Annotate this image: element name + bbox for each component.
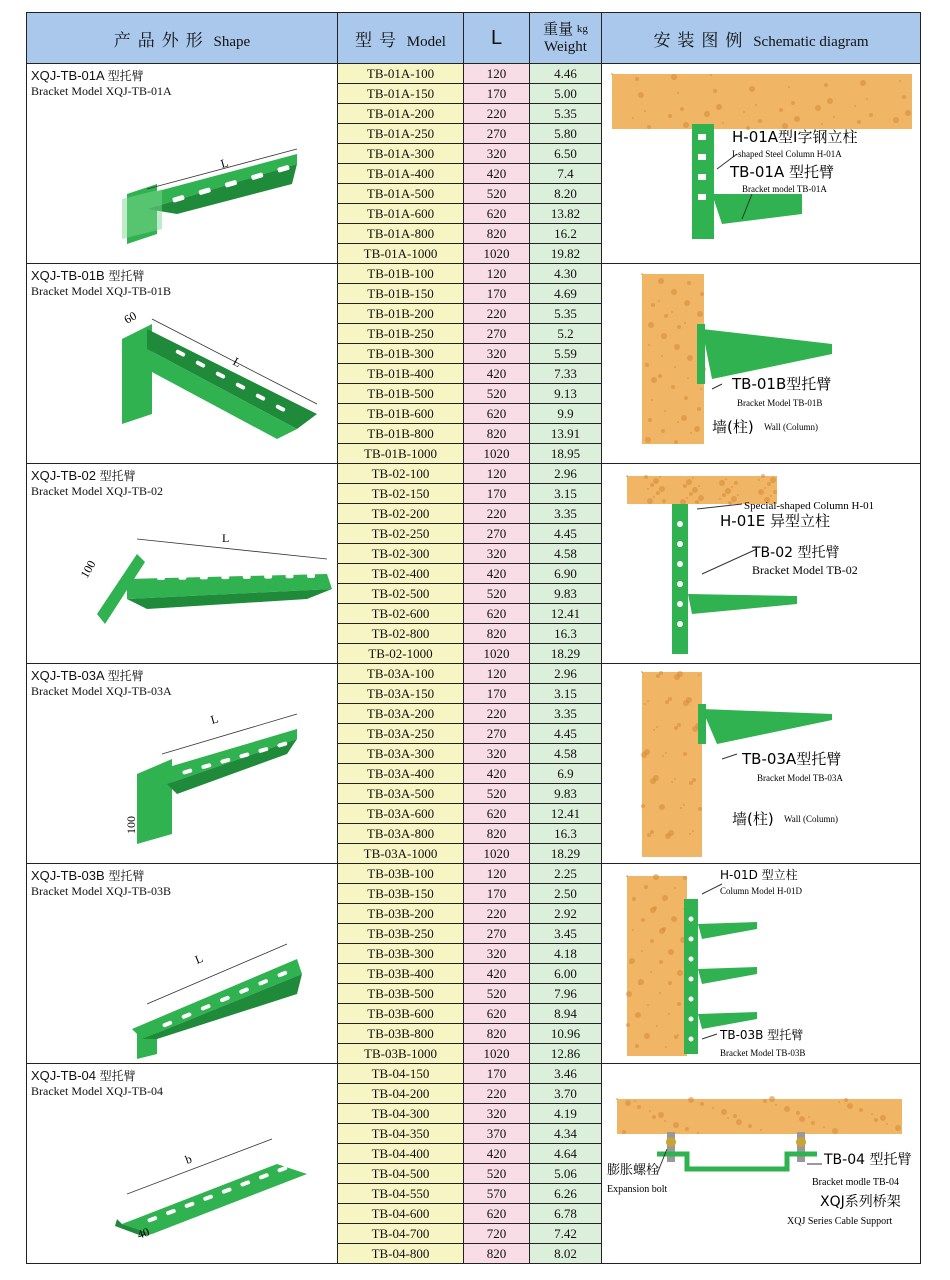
bracket-illustration xyxy=(27,264,338,463)
product-code: XQJ-TB-04 xyxy=(31,1068,97,1083)
length-cell: 320 xyxy=(464,344,530,364)
length-cell: 420 xyxy=(464,1144,530,1164)
header-weight-en: Weight xyxy=(544,38,587,55)
length-cell: 620 xyxy=(464,1204,530,1224)
model-cell: TB-02-600 xyxy=(338,604,464,624)
dimension-label: L xyxy=(192,951,205,967)
weight-cell: 3.46 xyxy=(530,1064,602,1084)
model-cell: TB-03A-150 xyxy=(338,684,464,704)
length-cell: 820 xyxy=(464,424,530,444)
length-cell: 520 xyxy=(464,1164,530,1184)
dimension-label: 100 xyxy=(124,816,138,834)
length-cell: 120 xyxy=(464,264,530,284)
model-cell: TB-03B-250 xyxy=(338,924,464,944)
model-cell: TB-01B-100 xyxy=(338,264,464,284)
model-cell: TB-01A-800 xyxy=(338,224,464,244)
weight-cell: 8.20 xyxy=(530,184,602,204)
length-cell: 1020 xyxy=(464,244,530,264)
weight-cell: 4.69 xyxy=(530,284,602,304)
bracket-label-en: Bracket Model TB-02 xyxy=(752,563,858,577)
length-cell: 170 xyxy=(464,484,530,504)
dimension-label: b xyxy=(183,1151,194,1167)
model-cell: TB-03A-250 xyxy=(338,724,464,744)
length-cell: 170 xyxy=(464,684,530,704)
schematic-cell xyxy=(602,1064,921,1264)
model-cell: TB-02-150 xyxy=(338,484,464,504)
weight-cell: 3.45 xyxy=(530,924,602,944)
wall-label: 墙(柱) xyxy=(732,810,774,828)
product-shape-cell xyxy=(27,64,338,264)
weight-cell: 4.45 xyxy=(530,524,602,544)
weight-cell: 5.00 xyxy=(530,84,602,104)
model-cell: TB-03A-200 xyxy=(338,704,464,724)
product-title-zh: 型托臂 xyxy=(108,269,145,283)
header-shape xyxy=(27,13,338,64)
length-cell: 320 xyxy=(464,544,530,564)
weight-cell: 6.26 xyxy=(530,1184,602,1204)
product-shape-cell xyxy=(27,864,338,1064)
length-cell: 420 xyxy=(464,164,530,184)
model-cell: TB-03B-100 xyxy=(338,864,464,884)
product-shape-cell xyxy=(27,264,338,464)
schematic-cell xyxy=(602,464,921,664)
bracket-label-en: Bracket Model TB-01B xyxy=(737,398,823,408)
model-cell: TB-02-250 xyxy=(338,524,464,544)
spec-table xyxy=(26,12,921,1264)
header-model-zh: 型号 xyxy=(355,30,404,51)
table-row xyxy=(27,864,921,884)
weight-cell: 18.95 xyxy=(530,444,602,464)
product-shape-cell xyxy=(27,464,338,664)
weight-cell: 3.35 xyxy=(530,704,602,724)
bracket-label-en: Bracket model TB-01A xyxy=(742,184,827,194)
bracket-illustration xyxy=(27,464,338,663)
model-cell: TB-01B-600 xyxy=(338,404,464,424)
model-cell: TB-03A-100 xyxy=(338,664,464,684)
weight-cell: 3.15 xyxy=(530,684,602,704)
model-cell: TB-04-700 xyxy=(338,1224,464,1244)
model-cell: TB-03B-200 xyxy=(338,904,464,924)
length-cell: 270 xyxy=(464,724,530,744)
weight-cell: 5.80 xyxy=(530,124,602,144)
weight-cell: 6.50 xyxy=(530,144,602,164)
model-cell: TB-03A-500 xyxy=(338,784,464,804)
weight-cell: 5.35 xyxy=(530,304,602,324)
model-cell: TB-03B-1000 xyxy=(338,1044,464,1064)
length-cell: 620 xyxy=(464,1004,530,1024)
model-cell: TB-04-400 xyxy=(338,1144,464,1164)
header-diagram-en: Schematic diagram xyxy=(753,33,869,50)
dimension-label: L xyxy=(222,531,230,545)
length-cell: 520 xyxy=(464,184,530,204)
weight-cell: 4.19 xyxy=(530,1104,602,1124)
length-cell: 320 xyxy=(464,144,530,164)
bracket-label-en: Bracket modle TB-04 xyxy=(812,1177,900,1188)
length-cell: 620 xyxy=(464,604,530,624)
schematic-cell xyxy=(602,664,921,864)
weight-cell: 6.9 xyxy=(530,764,602,784)
weight-cell: 7.96 xyxy=(530,984,602,1004)
header-shape-zh: 产品外形 xyxy=(113,30,210,51)
length-cell: 520 xyxy=(464,784,530,804)
model-cell: TB-03B-300 xyxy=(338,944,464,964)
weight-cell: 3.35 xyxy=(530,504,602,524)
model-cell: TB-01A-600 xyxy=(338,204,464,224)
length-cell: 270 xyxy=(464,324,530,344)
weight-cell: 3.70 xyxy=(530,1084,602,1104)
length-cell: 120 xyxy=(464,64,530,84)
length-cell: 520 xyxy=(464,584,530,604)
bracket-illustration xyxy=(27,1064,338,1263)
bracket-label: TB-01A 型托臂 xyxy=(730,163,834,181)
length-cell: 170 xyxy=(464,1064,530,1084)
length-cell: 220 xyxy=(464,504,530,524)
model-cell: TB-03A-600 xyxy=(338,804,464,824)
installation-diagram xyxy=(602,64,921,263)
model-cell: TB-01B-1000 xyxy=(338,444,464,464)
weight-cell: 9.83 xyxy=(530,584,602,604)
weight-cell: 2.96 xyxy=(530,464,602,484)
length-cell: 620 xyxy=(464,804,530,824)
length-cell: 270 xyxy=(464,124,530,144)
weight-cell: 3.15 xyxy=(530,484,602,504)
header-diagram xyxy=(602,13,921,64)
length-cell: 220 xyxy=(464,104,530,124)
weight-cell: 19.82 xyxy=(530,244,602,264)
weight-cell: 6.00 xyxy=(530,964,602,984)
table-row xyxy=(27,464,921,484)
model-cell: TB-03A-800 xyxy=(338,824,464,844)
weight-cell: 2.92 xyxy=(530,904,602,924)
weight-cell: 12.86 xyxy=(530,1044,602,1064)
dimension-label: 100 xyxy=(77,557,99,581)
model-cell: TB-03B-800 xyxy=(338,1024,464,1044)
model-cell: TB-02-1000 xyxy=(338,644,464,664)
weight-cell: 4.46 xyxy=(530,64,602,84)
length-cell: 320 xyxy=(464,1104,530,1124)
length-cell: 420 xyxy=(464,764,530,784)
weight-cell: 8.02 xyxy=(530,1244,602,1264)
length-cell: 1020 xyxy=(464,644,530,664)
column-label-en: Column Model H-01D xyxy=(720,886,802,896)
weight-cell: 4.58 xyxy=(530,744,602,764)
model-cell: TB-01A-100 xyxy=(338,64,464,84)
weight-cell: 2.96 xyxy=(530,664,602,684)
bracket-label: TB-03B 型托臂 xyxy=(720,1028,804,1042)
wall-label: 墙(柱) xyxy=(712,418,754,436)
column-label: H-01A型I字钢立柱 xyxy=(732,128,858,146)
weight-cell: 10.96 xyxy=(530,1024,602,1044)
product-title-zh: 型托臂 xyxy=(107,69,144,83)
weight-cell: 18.29 xyxy=(530,844,602,864)
weight-cell: 5.2 xyxy=(530,324,602,344)
product-shape-cell xyxy=(27,664,338,864)
weight-cell: 13.91 xyxy=(530,424,602,444)
dimension-label: L xyxy=(218,155,230,171)
weight-cell: 2.25 xyxy=(530,864,602,884)
length-cell: 220 xyxy=(464,904,530,924)
length-cell: 620 xyxy=(464,404,530,424)
bolt-label: 膨胀螺栓 xyxy=(607,1163,660,1178)
model-cell: TB-01A-1000 xyxy=(338,244,464,264)
model-cell: TB-01A-500 xyxy=(338,184,464,204)
length-cell: 170 xyxy=(464,84,530,104)
column-label-en: Special-shaped Column H-01 xyxy=(744,500,875,512)
weight-cell: 9.9 xyxy=(530,404,602,424)
column-label: H-01E 异型立柱 xyxy=(720,512,831,530)
length-cell: 820 xyxy=(464,624,530,644)
product-subtitle: Bracket Model XQJ-TB-01A xyxy=(31,84,172,98)
model-cell: TB-02-400 xyxy=(338,564,464,584)
model-cell: TB-01A-400 xyxy=(338,164,464,184)
model-cell: TB-01B-400 xyxy=(338,364,464,384)
product-code: XQJ-TB-03A xyxy=(31,668,104,683)
table-row xyxy=(27,1064,921,1084)
model-cell: TB-04-800 xyxy=(338,1244,464,1264)
bracket-label: TB-03A型托臂 xyxy=(742,750,842,768)
length-cell: 520 xyxy=(464,384,530,404)
header-weight-zh: 重量 xyxy=(543,19,574,38)
model-cell: TB-04-300 xyxy=(338,1104,464,1124)
weight-cell: 4.30 xyxy=(530,264,602,284)
weight-cell: 4.45 xyxy=(530,724,602,744)
weight-cell: 9.13 xyxy=(530,384,602,404)
weight-cell: 12.41 xyxy=(530,804,602,824)
model-cell: TB-02-200 xyxy=(338,504,464,524)
header-weight-unit: kg xyxy=(576,22,588,35)
length-cell: 1020 xyxy=(464,844,530,864)
length-cell: 720 xyxy=(464,1224,530,1244)
wall-label-en: Wall (Column) xyxy=(764,422,819,432)
model-cell: TB-03B-600 xyxy=(338,1004,464,1024)
product-subtitle: Bracket Model XQJ-TB-03A xyxy=(31,684,172,698)
length-cell: 820 xyxy=(464,1244,530,1264)
bracket-illustration xyxy=(27,64,338,263)
model-cell: TB-01B-200 xyxy=(338,304,464,324)
model-cell: TB-01B-250 xyxy=(338,324,464,344)
product-code: XQJ-TB-01B xyxy=(31,268,105,283)
header-weight xyxy=(530,13,602,64)
model-cell: TB-02-100 xyxy=(338,464,464,484)
length-cell: 220 xyxy=(464,704,530,724)
product-code: XQJ-TB-03B xyxy=(31,868,105,883)
model-cell: TB-04-500 xyxy=(338,1164,464,1184)
model-cell: TB-03A-400 xyxy=(338,764,464,784)
schematic-cell xyxy=(602,864,921,1064)
product-title-zh: 型托臂 xyxy=(99,1069,136,1083)
length-cell: 170 xyxy=(464,284,530,304)
wall-label-en: Wall (Column) xyxy=(784,814,839,824)
model-cell: TB-02-500 xyxy=(338,584,464,604)
series-label-en: XQJ Series Cable Support xyxy=(787,1216,893,1227)
length-cell: 820 xyxy=(464,224,530,244)
dimension-label: 60 xyxy=(121,308,139,327)
model-cell: TB-01A-300 xyxy=(338,144,464,164)
dimension-label: L xyxy=(208,711,220,727)
product-title-zh: 型托臂 xyxy=(107,669,144,683)
model-cell: TB-01B-150 xyxy=(338,284,464,304)
weight-cell: 8.94 xyxy=(530,1004,602,1024)
length-cell: 520 xyxy=(464,984,530,1004)
length-cell: 170 xyxy=(464,884,530,904)
weight-cell: 6.78 xyxy=(530,1204,602,1224)
weight-cell: 9.83 xyxy=(530,784,602,804)
length-cell: 120 xyxy=(464,664,530,684)
length-cell: 1020 xyxy=(464,444,530,464)
model-cell: TB-04-600 xyxy=(338,1204,464,1224)
length-cell: 620 xyxy=(464,204,530,224)
schematic-cell xyxy=(602,264,921,464)
length-cell: 220 xyxy=(464,304,530,324)
weight-cell: 16.3 xyxy=(530,624,602,644)
model-cell: TB-02-800 xyxy=(338,624,464,644)
header-diagram-zh: 安装图例 xyxy=(653,30,750,51)
length-cell: 820 xyxy=(464,824,530,844)
model-cell: TB-03B-500 xyxy=(338,984,464,1004)
product-subtitle: Bracket Model XQJ-TB-01B xyxy=(31,284,171,298)
model-cell: TB-03B-150 xyxy=(338,884,464,904)
bolt-label-en: Expansion bolt xyxy=(607,1184,668,1195)
bracket-label-en: Bracket Model TB-03A xyxy=(757,773,843,783)
weight-cell: 2.50 xyxy=(530,884,602,904)
model-cell: TB-01A-150 xyxy=(338,84,464,104)
weight-cell: 4.34 xyxy=(530,1124,602,1144)
dimension-label: L xyxy=(230,354,244,371)
product-subtitle: Bracket Model XQJ-TB-03B xyxy=(31,884,171,898)
installation-diagram xyxy=(602,264,921,463)
table-row xyxy=(27,664,921,684)
installation-diagram xyxy=(602,464,921,663)
series-label: XQJ系列桥架 xyxy=(820,1194,901,1210)
product-shape-cell xyxy=(27,1064,338,1264)
weight-cell: 6.90 xyxy=(530,564,602,584)
header-model xyxy=(338,13,464,64)
weight-cell: 7.33 xyxy=(530,364,602,384)
model-cell: TB-04-550 xyxy=(338,1184,464,1204)
model-cell: TB-04-150 xyxy=(338,1064,464,1084)
length-cell: 320 xyxy=(464,944,530,964)
product-title-zh: 型托臂 xyxy=(108,869,145,883)
bracket-illustration xyxy=(27,864,338,1063)
model-cell: TB-01A-200 xyxy=(338,104,464,124)
schematic-cell xyxy=(602,64,921,264)
length-cell: 420 xyxy=(464,364,530,384)
model-cell: TB-01A-250 xyxy=(338,124,464,144)
weight-cell: 4.64 xyxy=(530,1144,602,1164)
length-cell: 320 xyxy=(464,744,530,764)
model-cell: TB-01B-800 xyxy=(338,424,464,444)
length-cell: 420 xyxy=(464,964,530,984)
model-cell: TB-03B-400 xyxy=(338,964,464,984)
installation-diagram xyxy=(602,1064,921,1263)
weight-cell: 13.82 xyxy=(530,204,602,224)
bracket-label: TB-01B型托臂 xyxy=(732,375,832,393)
length-cell: 120 xyxy=(464,464,530,484)
installation-diagram xyxy=(602,664,921,863)
bracket-label: TB-02 型托臂 xyxy=(752,545,840,561)
weight-cell: 18.29 xyxy=(530,644,602,664)
product-title-zh: 型托臂 xyxy=(99,469,136,483)
weight-cell: 12.41 xyxy=(530,604,602,624)
bracket-label: TB-04 型托臂 xyxy=(824,1152,912,1168)
bracket-illustration xyxy=(27,664,338,863)
model-cell: TB-03A-300 xyxy=(338,744,464,764)
model-cell: TB-01B-500 xyxy=(338,384,464,404)
length-cell: 270 xyxy=(464,524,530,544)
model-cell: TB-02-300 xyxy=(338,544,464,564)
weight-cell: 7.42 xyxy=(530,1224,602,1244)
product-code: XQJ-TB-01A xyxy=(31,68,104,83)
length-cell: 270 xyxy=(464,924,530,944)
dimension-label: 40 xyxy=(135,1224,152,1242)
header-model-en: Model xyxy=(406,33,446,50)
weight-cell: 5.06 xyxy=(530,1164,602,1184)
weight-cell: 5.35 xyxy=(530,104,602,124)
model-cell: TB-04-200 xyxy=(338,1084,464,1104)
bracket-label-en: Bracket Model TB-03B xyxy=(720,1048,806,1058)
weight-cell: 4.58 xyxy=(530,544,602,564)
length-cell: 120 xyxy=(464,864,530,884)
column-label-en: I-shaped Steel Column H-01A xyxy=(732,149,842,159)
model-cell: TB-03A-1000 xyxy=(338,844,464,864)
length-cell: 370 xyxy=(464,1124,530,1144)
product-code: XQJ-TB-02 xyxy=(31,468,97,483)
table-row xyxy=(27,64,921,84)
length-cell: 420 xyxy=(464,564,530,584)
weight-cell: 5.59 xyxy=(530,344,602,364)
column-label: H-01D 型立柱 xyxy=(720,868,798,882)
product-subtitle: Bracket Model XQJ-TB-04 xyxy=(31,1084,163,1098)
model-cell: TB-04-350 xyxy=(338,1124,464,1144)
length-cell: 1020 xyxy=(464,1044,530,1064)
length-cell: 220 xyxy=(464,1084,530,1104)
installation-diagram xyxy=(602,864,921,1063)
length-cell: 570 xyxy=(464,1184,530,1204)
header-shape-en: Shape xyxy=(213,33,251,50)
header-length: L xyxy=(464,13,530,64)
header-row xyxy=(27,13,921,64)
weight-cell: 16.2 xyxy=(530,224,602,244)
weight-cell: 4.18 xyxy=(530,944,602,964)
weight-cell: 7.4 xyxy=(530,164,602,184)
table-row xyxy=(27,264,921,284)
length-cell: 820 xyxy=(464,1024,530,1044)
weight-cell: 16.3 xyxy=(530,824,602,844)
product-subtitle: Bracket Model XQJ-TB-02 xyxy=(31,484,163,498)
model-cell: TB-01B-300 xyxy=(338,344,464,364)
